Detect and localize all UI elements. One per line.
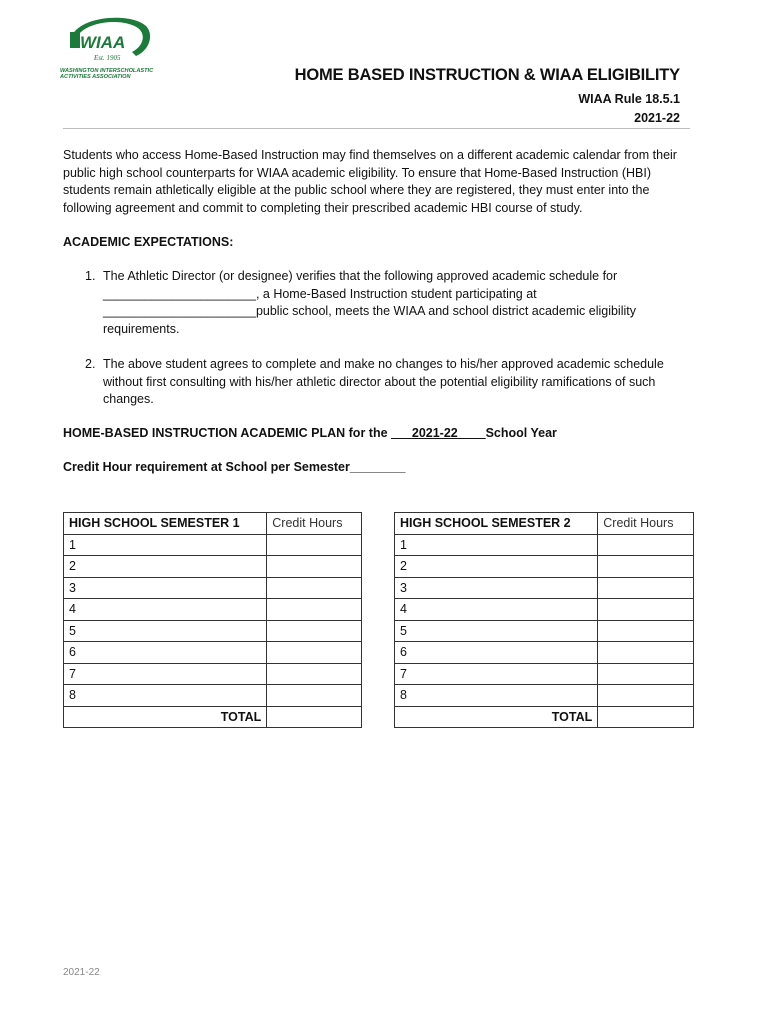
course-cell[interactable]: 5 <box>64 620 267 642</box>
academic-plan-line <box>63 426 557 440</box>
plan-prefix: HOME-BASED INSTRUCTION ACADEMIC PLAN for the <box>63 426 392 440</box>
credit-cell[interactable] <box>267 620 362 642</box>
logo-org-line2: ACTIVITIES ASSOCIATION <box>60 74 131 80</box>
course-cell[interactable]: 6 <box>64 642 267 664</box>
plan-year-field[interactable] <box>391 426 486 440</box>
logo-org-line1: WASHINGTON INTERSCHOLASTIC <box>60 68 154 74</box>
plan-blank-after: ____ <box>457 426 486 440</box>
credit-cell[interactable] <box>267 685 362 707</box>
list-item-text: The above student agrees to complete and make no changes to his/her approved academic schedule without first consulting with his/her athletic director about the potential eligibility ramifications of such changes. <box>103 357 664 406</box>
semester-2-credit-header: Credit Hours <box>598 513 694 535</box>
credit-cell[interactable] <box>267 599 362 621</box>
course-cell[interactable]: 2 <box>64 556 267 578</box>
table-row <box>64 642 362 664</box>
list-item <box>63 356 685 412</box>
page-title: HOME BASED INSTRUCTION & WIAA ELIGIBILITY <box>294 66 680 84</box>
course-cell[interactable]: 7 <box>64 663 267 685</box>
plan-year: 2021-22 <box>411 426 458 440</box>
course-cell[interactable]: 3 <box>395 577 598 599</box>
credit-label: Credit Hour requirement at School per Semester <box>63 460 350 474</box>
table-row <box>64 556 362 578</box>
school-name-blank[interactable]: ______________________public school, meets the WIAA and school district academic eligibility <box>103 304 636 318</box>
credit-cell[interactable] <box>598 556 694 578</box>
student-name-blank[interactable]: ______________________, a Home-Based Instruction student participating at <box>103 286 537 301</box>
table-row <box>395 620 694 642</box>
credit-cell[interactable] <box>598 663 694 685</box>
table-row <box>64 685 362 707</box>
semester-2-total-cell[interactable] <box>598 706 694 728</box>
table-row <box>395 663 694 685</box>
credit-cell[interactable] <box>598 577 694 599</box>
credit-cell[interactable] <box>598 642 694 664</box>
credit-cell[interactable] <box>598 620 694 642</box>
course-cell[interactable]: 4 <box>395 599 598 621</box>
course-cell[interactable]: 1 <box>395 534 598 556</box>
table-row <box>395 534 694 556</box>
course-cell[interactable]: 1 <box>64 534 267 556</box>
wiaa-logo <box>58 14 158 80</box>
credit-cell[interactable] <box>267 556 362 578</box>
course-cell[interactable]: 5 <box>395 620 598 642</box>
list-item-number: 2. <box>85 357 96 371</box>
course-cell[interactable]: 6 <box>395 642 598 664</box>
semester-2-total-label: TOTAL <box>395 706 598 728</box>
table-row <box>64 577 362 599</box>
item1-line4: requirements. <box>103 321 180 336</box>
item1-line1: The Athletic Director (or designee) verifies that the following approved academic schedule for <box>103 269 618 283</box>
credit-requirement-blank[interactable]: ________ <box>349 460 406 474</box>
table-row <box>395 556 694 578</box>
wiaa-logo-graphic <box>58 14 158 80</box>
list-item-text <box>103 268 678 338</box>
credit-cell[interactable] <box>267 663 362 685</box>
semester-2-table <box>394 512 694 728</box>
course-cell[interactable]: 2 <box>395 556 598 578</box>
credit-cell[interactable] <box>598 534 694 556</box>
table-row <box>64 599 362 621</box>
page-footer: 2021-22 <box>63 967 100 978</box>
course-cell[interactable]: 3 <box>64 577 267 599</box>
course-cell[interactable]: 8 <box>395 685 598 707</box>
table-row <box>64 534 362 556</box>
academic-expectations-heading: ACADEMIC EXPECTATIONS: <box>63 235 234 249</box>
semester-1-total-cell[interactable] <box>267 706 362 728</box>
table-row <box>64 620 362 642</box>
semester-1-credit-header: Credit Hours <box>267 513 362 535</box>
credit-cell[interactable] <box>267 577 362 599</box>
table-row <box>64 663 362 685</box>
logo-wordmark: WIAA <box>80 33 126 52</box>
plan-blank-before: ___ <box>391 426 412 440</box>
plan-suffix: School Year <box>485 426 557 440</box>
course-cell[interactable]: 4 <box>64 599 267 621</box>
semester-1-table <box>63 512 362 728</box>
course-cell[interactable]: 8 <box>64 685 267 707</box>
course-cell[interactable]: 7 <box>395 663 598 685</box>
header-divider <box>63 128 690 129</box>
credit-cell[interactable] <box>598 599 694 621</box>
credit-cell[interactable] <box>267 534 362 556</box>
list-item <box>63 268 685 340</box>
credit-requirement-line <box>63 460 406 474</box>
credit-cell[interactable] <box>598 685 694 707</box>
semester-2-title: HIGH SCHOOL SEMESTER 2 <box>395 513 598 535</box>
intro-paragraph: Students who access Home-Based Instruction may find themselves on a different academic calendar from their public high school counterparts for WIAA academic eligibility. To ensure that Home-Based Instruction (HBI) students remain athletically eligible at the public school where they are registered, they must enter into the following agreement and commit to completing their prescribed academic HBI course of study. <box>63 148 677 215</box>
table-row <box>395 685 694 707</box>
table-row <box>395 642 694 664</box>
logo-est: Est. 1905 <box>94 54 121 62</box>
table-row <box>395 599 694 621</box>
header-year: 2021-22 <box>634 111 680 125</box>
credit-cell[interactable] <box>267 642 362 664</box>
list-item-number: 1. <box>85 269 96 283</box>
table-row <box>395 577 694 599</box>
semester-1-title: HIGH SCHOOL SEMESTER 1 <box>64 513 267 535</box>
semester-1-total-label: TOTAL <box>64 706 267 728</box>
rule-number: WIAA Rule 18.5.1 <box>578 92 680 106</box>
